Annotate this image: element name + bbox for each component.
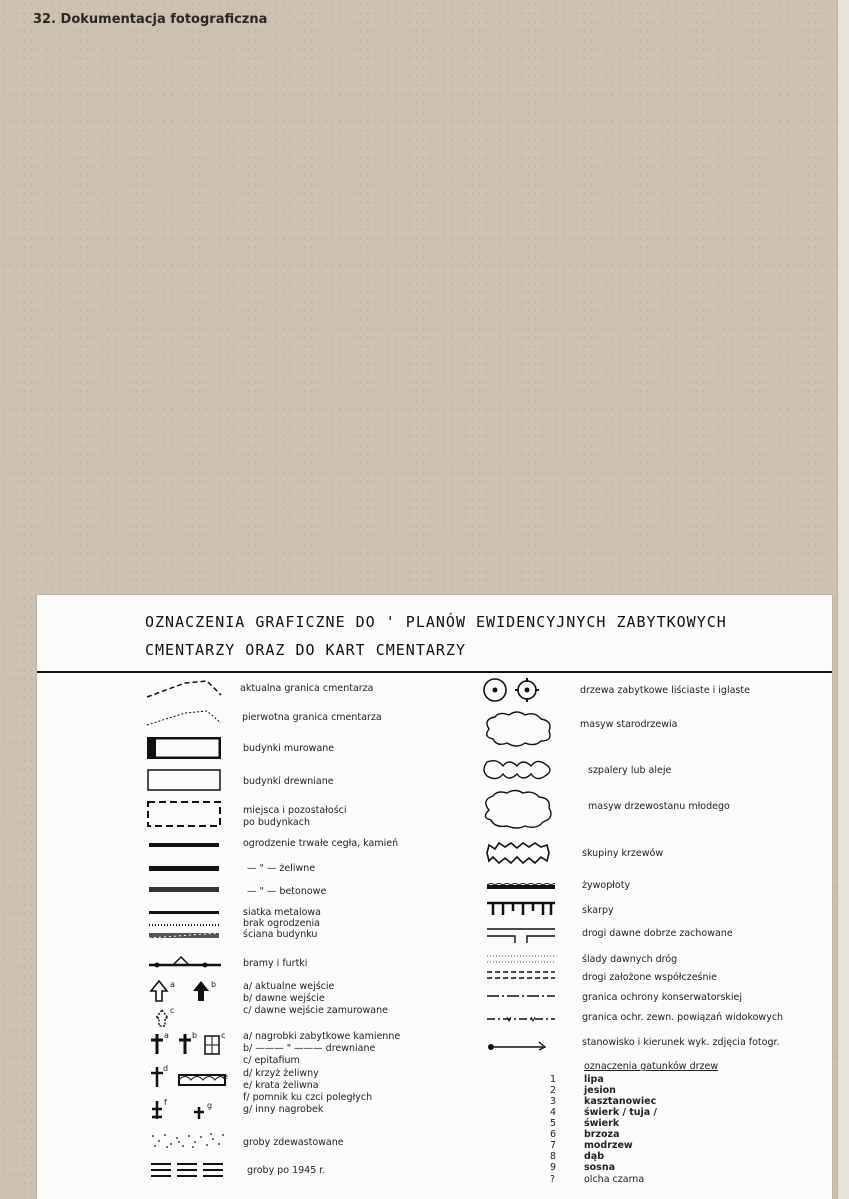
modern-roads-symbol xyxy=(487,970,557,980)
sym-letter-c1: c xyxy=(170,1006,175,1015)
post1945-graves-symbol xyxy=(149,1161,229,1179)
label-stone-tombstones: a/ nagrobki zabytkowe kamienne xyxy=(243,1031,401,1042)
building-remains-symbol xyxy=(147,801,221,827)
label-post1945-graves: groby po 1945 r. xyxy=(247,1165,326,1176)
iron-fence-symbol xyxy=(149,866,221,872)
sym-letter-e: e xyxy=(223,1072,228,1081)
walled-entrance-symbol xyxy=(154,1008,170,1028)
tree-species-8: dąb xyxy=(584,1151,605,1162)
tree-species-1: lipa xyxy=(584,1074,604,1085)
devastated-graves-symbol xyxy=(149,1132,229,1150)
iron-cross-grate-symbols xyxy=(149,1065,233,1089)
label-old-tree-mass: masyw starodrzewia xyxy=(580,719,678,730)
label-iron-fence: — " — żeliwne xyxy=(247,863,316,874)
historic-trees-symbol xyxy=(482,677,552,703)
sym-letter-c2: c xyxy=(221,1031,226,1040)
label-modern-roads: drogi założone współcześnie xyxy=(582,972,718,983)
label-devastated-graves: groby zdewastowane xyxy=(243,1137,344,1148)
label-iron-grate: e/ krata żeliwna xyxy=(243,1080,319,1091)
shrubs-symbol xyxy=(485,841,553,865)
sym-letter-d: d xyxy=(163,1064,169,1073)
label-building-remains-2: po budynkach xyxy=(243,817,310,828)
label-other-tombstone: g/ inny nagrobek xyxy=(243,1104,324,1115)
sym-letter-f: f xyxy=(164,1098,167,1107)
label-wooden-buildings: budynki drewniane xyxy=(243,776,334,787)
label-tree-rows: szpalery lub aleje xyxy=(588,765,672,776)
hedge-symbol xyxy=(487,883,557,891)
wooden-building-symbol xyxy=(147,769,221,791)
gates-symbol xyxy=(149,953,225,969)
sym-letter-a2: a xyxy=(164,1031,169,1040)
tree-number-5: 5 xyxy=(550,1118,557,1129)
page-header: 32. Dokumentacja fotograficzna xyxy=(33,12,268,27)
old-tree-mass-symbol xyxy=(481,709,557,749)
label-young-tree-mass: masyw drzewostanu młodego xyxy=(588,801,730,812)
label-wooden-tombstones: b/ ——— " ——— drewniane xyxy=(243,1043,376,1054)
tree-species-3: kasztanowiec xyxy=(584,1096,657,1107)
label-brick-buildings: budynki murowane xyxy=(243,743,335,754)
page-edge xyxy=(837,0,849,1199)
road-traces-symbol xyxy=(487,954,557,964)
legend-title-line1: OZNACZENIA GRAFICZNE DO ' PLANÓW EWIDENCYJNYCH ZABYTKOWYCH xyxy=(145,613,727,631)
tree-number-7: 7 xyxy=(550,1140,557,1151)
tree-species-10: olcha czarna xyxy=(584,1174,645,1185)
label-concrete-fence: — " — betonowe xyxy=(247,886,327,897)
label-conservation-boundary: granica ochrony konserwatorskiej xyxy=(582,992,743,1003)
label-historic-trees: drzewa zabytkowe liściaste i iglaste xyxy=(580,685,750,696)
label-epitaph: c/ epitafium xyxy=(243,1055,300,1066)
escarpment-symbol xyxy=(487,901,557,917)
tree-species-6: brzoza xyxy=(584,1129,620,1140)
no-fence-symbol xyxy=(149,923,221,927)
sym-letter-a1: a xyxy=(170,980,175,989)
tree-number-3: 3 xyxy=(550,1096,557,1107)
label-building-remains-1: miejsca i pozostałości xyxy=(243,805,347,816)
building-wall-symbol xyxy=(149,933,221,939)
label-shrubs: skupiny krzewów xyxy=(582,848,664,859)
legend-sheet xyxy=(37,595,832,1199)
label-escarpment: skarpy xyxy=(582,905,614,916)
conservation-boundary-symbol xyxy=(487,993,557,999)
title-rule xyxy=(37,671,832,673)
tree-number-1: 1 xyxy=(550,1074,557,1085)
label-former-entrance: b/ dawne wejście xyxy=(243,993,325,1004)
tree-number-2: 2 xyxy=(550,1085,557,1096)
legend-title-line2: CMENTARZY ORAZ DO KART CMENTARZY xyxy=(145,641,466,659)
entrance-symbols xyxy=(149,979,229,1003)
tree-number-9: 9 xyxy=(550,1162,557,1173)
label-no-fence: brak ogrodzenia xyxy=(243,918,320,929)
view-protection-boundary-symbol xyxy=(487,1015,557,1023)
label-old-roads: drogi dawne dobrze zachowane xyxy=(582,928,733,939)
label-memorial: f/ pomnik ku czci poległych xyxy=(243,1092,373,1103)
tree-species-9: sosna xyxy=(584,1162,616,1173)
sym-letter-b2: b xyxy=(192,1031,198,1040)
label-hedge: żywopłoty xyxy=(582,880,631,891)
tree-number-4: 4 xyxy=(550,1107,557,1118)
sym-letter-b1: b xyxy=(211,980,217,989)
tree-number-8: 8 xyxy=(550,1151,557,1162)
label-original-boundary: pierwotna granica cmentarza xyxy=(242,712,382,723)
original-boundary-symbol xyxy=(145,705,225,727)
tree-number-10: ? xyxy=(550,1174,556,1185)
permanent-fence-symbol xyxy=(149,842,221,848)
tree-species-2: jesion xyxy=(584,1085,616,1096)
label-permanent-fence: ogrodzenie trwałe cegła, kamień xyxy=(243,838,399,849)
old-roads-symbol xyxy=(487,926,557,944)
trees-heading: oznaczenia gatunków drzew xyxy=(584,1061,719,1072)
current-boundary-symbol xyxy=(145,677,225,699)
label-gates: bramy i furtki xyxy=(243,958,308,969)
photo-point-symbol xyxy=(487,1038,557,1052)
concrete-fence-symbol xyxy=(149,887,221,893)
label-wire-fence: siatka metalowa xyxy=(243,907,321,918)
label-current-entrance: a/ aktualne wejście xyxy=(243,981,335,992)
memorial-other-symbols xyxy=(149,1097,229,1121)
label-walled-entrance: c/ dawne wejście zamurowane xyxy=(243,1005,388,1016)
label-iron-cross: d/ krzyż żeliwny xyxy=(243,1068,319,1079)
young-tree-mass-symbol xyxy=(481,788,557,830)
tree-number-6: 6 xyxy=(550,1129,557,1140)
wire-fence-symbol xyxy=(149,911,221,915)
label-view-protection-boundary: granica ochr. zewn. powiązań widokowych xyxy=(582,1012,784,1023)
label-current-boundary: aktualna granica cmentarza xyxy=(240,683,374,694)
tree-species-4: świerk / tuja / xyxy=(584,1107,657,1118)
label-building-wall: ściana budynku xyxy=(243,929,318,940)
label-road-traces: ślady dawnych dróg xyxy=(582,954,678,965)
tree-species-7: modrzew xyxy=(584,1140,633,1151)
tree-species-5: świerk xyxy=(584,1118,620,1129)
label-photo-point: stanowisko i kierunek wyk. zdjęcia fotogr. xyxy=(582,1037,780,1048)
tree-rows-symbol xyxy=(483,758,557,782)
sym-letter-g: g xyxy=(207,1101,213,1110)
brick-building-symbol xyxy=(147,737,221,759)
